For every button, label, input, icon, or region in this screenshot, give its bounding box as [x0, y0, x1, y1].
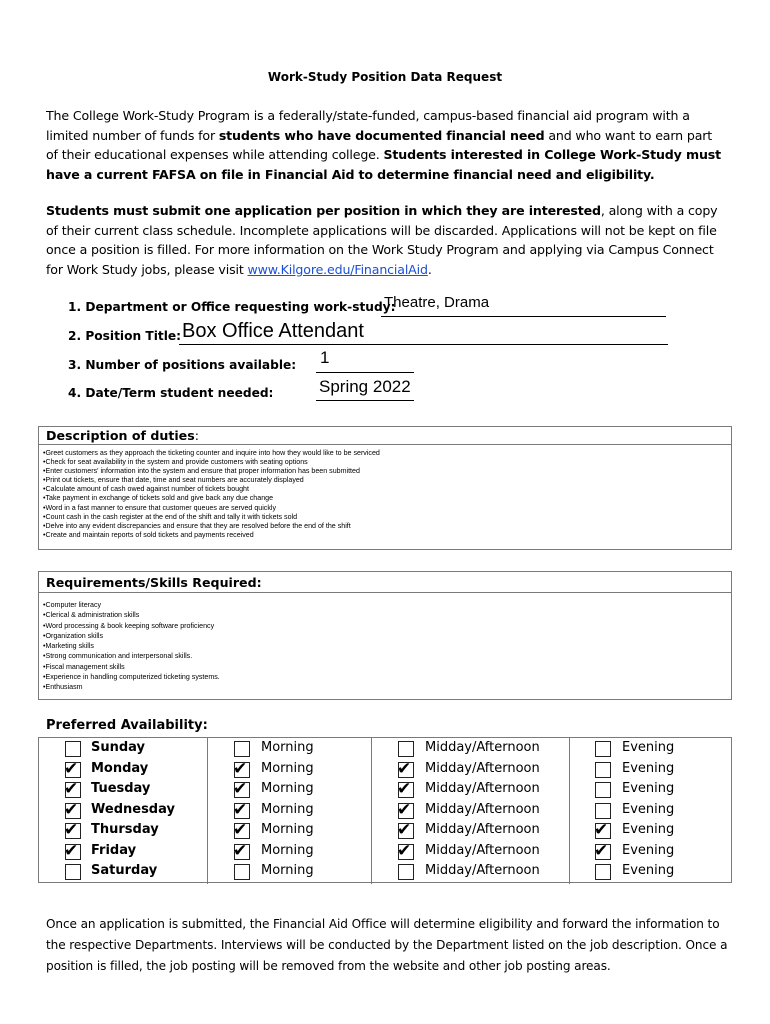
- day-label: Sunday: [91, 740, 146, 755]
- requirement-item: • Enthusiasm: [43, 682, 220, 692]
- checkmark-icon: ✔: [397, 840, 412, 861]
- evening-label: Evening: [622, 822, 675, 837]
- requirement-item: • Clerical & administration skills: [43, 610, 220, 620]
- availability-row-tuesday: [372, 780, 570, 801]
- evening-checkbox[interactable]: [594, 820, 611, 840]
- duty-item: • Delve into any evident discrepancies and ensure that they are resolved before the end of the shift: [43, 522, 380, 531]
- availability-row-sunday: [39, 739, 207, 760]
- availability-row-thursday: [208, 821, 372, 842]
- duties-heading-colon: :: [194, 428, 199, 443]
- midday-label: Midday/Afternoon: [425, 863, 540, 878]
- requirement-item: • Word processing & book keeping software proficiency: [43, 621, 220, 631]
- position-title-field[interactable]: [179, 320, 668, 345]
- date-term-field[interactable]: [316, 376, 414, 401]
- morning-label: Morning: [261, 863, 314, 878]
- checkmark-icon: ✔: [233, 840, 248, 861]
- morning-label: Morning: [261, 842, 314, 858]
- midday-column: [371, 738, 570, 884]
- availability-row-saturday: [372, 862, 570, 883]
- evening-label: Evening: [622, 781, 675, 796]
- morning-checkbox[interactable]: [233, 799, 250, 820]
- availability-row-tuesday: [570, 780, 732, 801]
- morning-checkbox[interactable]: [233, 820, 250, 840]
- requirement-item: • Fiscal management skills: [43, 662, 220, 672]
- availability-row-saturday: [570, 862, 732, 883]
- availability-row-saturday: [39, 862, 207, 883]
- day-checkbox[interactable]: [64, 799, 81, 820]
- availability-row-friday: [372, 842, 570, 863]
- duty-item: • Calculate amount of cash owed against number of tickets bought: [43, 485, 380, 494]
- page-title: Work-Study Position Data Request: [267, 70, 503, 84]
- availability-row-wednesday: [570, 801, 732, 822]
- availability-row-sunday: [372, 739, 570, 760]
- midday-checkbox[interactable]: [397, 758, 414, 779]
- checkmark-icon: ✔: [594, 820, 609, 840]
- day-checkbox[interactable]: [65, 741, 81, 757]
- duty-item: • Create and maintain reports of sold tickets and payments received: [43, 531, 380, 540]
- duties-list: [43, 449, 380, 540]
- checkmark-icon: ✔: [64, 799, 79, 820]
- day-checkbox[interactable]: [64, 779, 81, 799]
- midday-label: Midday/Afternoon: [425, 822, 540, 837]
- availability-row-wednesday: [208, 801, 372, 822]
- evening-label: Evening: [622, 801, 675, 817]
- midday-checkbox[interactable]: [398, 741, 414, 757]
- availability-row-sunday: [208, 739, 372, 760]
- day-label: Thursday: [91, 822, 159, 837]
- midday-checkbox[interactable]: [397, 820, 414, 840]
- day-label: Tuesday: [91, 781, 151, 796]
- midday-checkbox[interactable]: [397, 779, 414, 799]
- footer-note: Once an application is submitted, the Financial Aid Office will determine eligibility and forward the information to the respective Departments. Interviews will be conducted by the Department listed on the job description. Once a position is filled, the job posting will be removed from the website and other job posting areas.: [46, 917, 728, 973]
- midday-label: Midday/Afternoon: [425, 740, 540, 755]
- availability-row-saturday: [208, 862, 372, 883]
- checkmark-icon: ✔: [233, 799, 248, 820]
- requirements-list: [43, 600, 220, 693]
- midday-checkbox[interactable]: [398, 864, 414, 880]
- availability-row-friday: [208, 842, 372, 863]
- morning-label: Morning: [261, 740, 314, 755]
- evening-checkbox[interactable]: [595, 864, 611, 880]
- day-label: Friday: [91, 842, 137, 858]
- department-value: Theatre, Drama: [384, 294, 490, 311]
- availability-row-sunday: [570, 739, 732, 760]
- checkmark-icon: ✔: [233, 820, 248, 840]
- availability-row-thursday: [570, 821, 732, 842]
- duty-item: • Greet customers as they approach the ticketing counter and inquire into how they would like to be serviced: [43, 449, 380, 458]
- evening-column: [569, 738, 732, 884]
- positions-count-field[interactable]: [316, 348, 414, 373]
- evening-label: Evening: [622, 863, 675, 878]
- requirement-item: • Computer literacy: [43, 600, 220, 610]
- position-title-label: 2. Position Title:: [68, 329, 182, 343]
- evening-label: Evening: [622, 760, 675, 776]
- day-column: [39, 738, 207, 884]
- morning-label: Morning: [261, 781, 314, 796]
- evening-label: Evening: [622, 842, 675, 858]
- midday-checkbox[interactable]: [397, 840, 414, 861]
- requirement-item: • Strong communication and interpersonal skills.: [43, 651, 220, 661]
- intro-text: The College Work-Study Program is a federally/state-funded, campus-based financial aid program with a limited number of funds for: [46, 108, 690, 143]
- morning-checkbox[interactable]: [233, 840, 250, 861]
- application-emphasis: Students must submit one application per position in which they are interested: [46, 203, 601, 218]
- day-checkbox[interactable]: [64, 758, 81, 779]
- availability-row-tuesday: [208, 780, 372, 801]
- midday-checkbox[interactable]: [397, 799, 414, 820]
- availability-row-monday: [39, 760, 207, 781]
- availability-row-tuesday: [39, 780, 207, 801]
- intro-fafsa-requirement: Students interested in College Work-Study must have a current FAFSA on file in Financial Aid to determine financial need and eligibility.: [46, 147, 721, 182]
- application-text-end: .: [427, 261, 432, 277]
- availability-heading: Preferred Availability:: [46, 718, 208, 733]
- availability-row-friday: [39, 842, 207, 863]
- checkmark-icon: ✔: [397, 779, 412, 799]
- evening-checkbox[interactable]: [594, 840, 611, 861]
- evening-label: Evening: [622, 740, 675, 755]
- checkmark-icon: ✔: [594, 840, 609, 861]
- financial-aid-link[interactable]: www.Kilgore.edu/FinancialAid: [247, 261, 428, 277]
- availability-table: [38, 737, 732, 883]
- date-term-label: 4. Date/Term student needed:: [68, 386, 274, 400]
- evening-checkbox[interactable]: [595, 741, 611, 757]
- day-label: Monday: [91, 760, 149, 776]
- duty-item: • Word in a fast manner to ensure that customer queues are served quickly: [43, 504, 380, 513]
- day-checkbox[interactable]: [64, 840, 81, 861]
- day-checkbox[interactable]: [64, 820, 81, 840]
- intro-text: and who want to earn part of their educational expenses while attending college.: [46, 127, 713, 162]
- duties-heading: [39, 427, 731, 445]
- availability-row-friday: [570, 842, 732, 863]
- midday-label: Midday/Afternoon: [425, 760, 540, 776]
- midday-label: Midday/Afternoon: [425, 801, 540, 817]
- availability-row-wednesday: [372, 801, 570, 822]
- availability-row-thursday: [39, 821, 207, 842]
- application-paragraph: [46, 201, 726, 279]
- morning-column: [207, 738, 372, 884]
- midday-label: Midday/Afternoon: [425, 781, 540, 796]
- requirement-item: • Marketing skills: [43, 641, 220, 651]
- morning-checkbox[interactable]: [233, 779, 250, 799]
- department-field[interactable]: [381, 294, 666, 317]
- duty-item: • Count cash in the cash register at the end of the shift and tally it with tickets sold: [43, 513, 380, 522]
- requirements-heading: Requirements/Skills Required:: [39, 572, 731, 593]
- evening-checkbox[interactable]: [595, 782, 611, 798]
- duty-item: • Check for seat availability in the system and provide customers with seating options: [43, 458, 380, 467]
- date-term-value: Spring 2022: [319, 377, 411, 396]
- position-title-value: Box Office Attendant: [182, 320, 364, 342]
- evening-checkbox[interactable]: [595, 803, 611, 819]
- day-label: Saturday: [91, 863, 158, 878]
- morning-label: Morning: [261, 760, 314, 776]
- morning-checkbox[interactable]: [233, 758, 250, 779]
- duties-heading-text: Description of duties: [46, 428, 195, 443]
- morning-checkbox[interactable]: [234, 864, 250, 880]
- requirements-box: [38, 571, 732, 700]
- duty-item: • Take payment in exchange of tickets sold and give back any due change: [43, 494, 380, 503]
- checkmark-icon: ✔: [64, 820, 79, 840]
- availability-row-monday: [208, 760, 372, 781]
- duty-item: • Enter customers' information into the system and ensure that proper information has been submitted: [43, 467, 380, 476]
- requirement-item: • Experience in handling computerized ticketing systems.: [43, 672, 220, 682]
- checkmark-icon: ✔: [64, 779, 79, 799]
- checkmark-icon: ✔: [397, 820, 412, 840]
- intro-paragraph: [46, 106, 726, 184]
- day-label: Wednesday: [91, 801, 175, 817]
- availability-row-monday: [570, 760, 732, 781]
- checkmark-icon: ✔: [397, 758, 412, 779]
- evening-checkbox[interactable]: [595, 762, 611, 778]
- availability-row-wednesday: [39, 801, 207, 822]
- duty-item: • Print out tickets, ensure that date, time and seat numbers are accurately displayed: [43, 476, 380, 485]
- day-checkbox[interactable]: [65, 864, 81, 880]
- department-label: 1. Department or Office requesting work-study:: [68, 300, 396, 314]
- requirement-item: • Organization skills: [43, 631, 220, 641]
- checkmark-icon: ✔: [397, 799, 412, 820]
- morning-checkbox[interactable]: [234, 741, 250, 757]
- checkmark-icon: ✔: [233, 779, 248, 799]
- availability-row-monday: [372, 760, 570, 781]
- positions-count-value: 1: [320, 348, 330, 367]
- intro-emphasis: students who have documented financial need: [218, 127, 545, 143]
- morning-label: Morning: [261, 801, 314, 817]
- positions-count-label: 3. Number of positions available:: [68, 358, 297, 372]
- availability-row-thursday: [372, 821, 570, 842]
- morning-label: Morning: [261, 822, 314, 837]
- duties-box: [38, 426, 732, 550]
- checkmark-icon: ✔: [233, 758, 248, 779]
- checkmark-icon: ✔: [64, 840, 79, 861]
- checkmark-icon: ✔: [64, 758, 79, 779]
- application-text: , along with a copy of their current class schedule. Incomplete applications will be discarded. Applications will not be kept on file once a position is filled. For more information on the Work Study Program and applying via Campus Connect for Work Study jobs, please visit: [46, 203, 718, 277]
- midday-label: Midday/Afternoon: [425, 842, 540, 858]
